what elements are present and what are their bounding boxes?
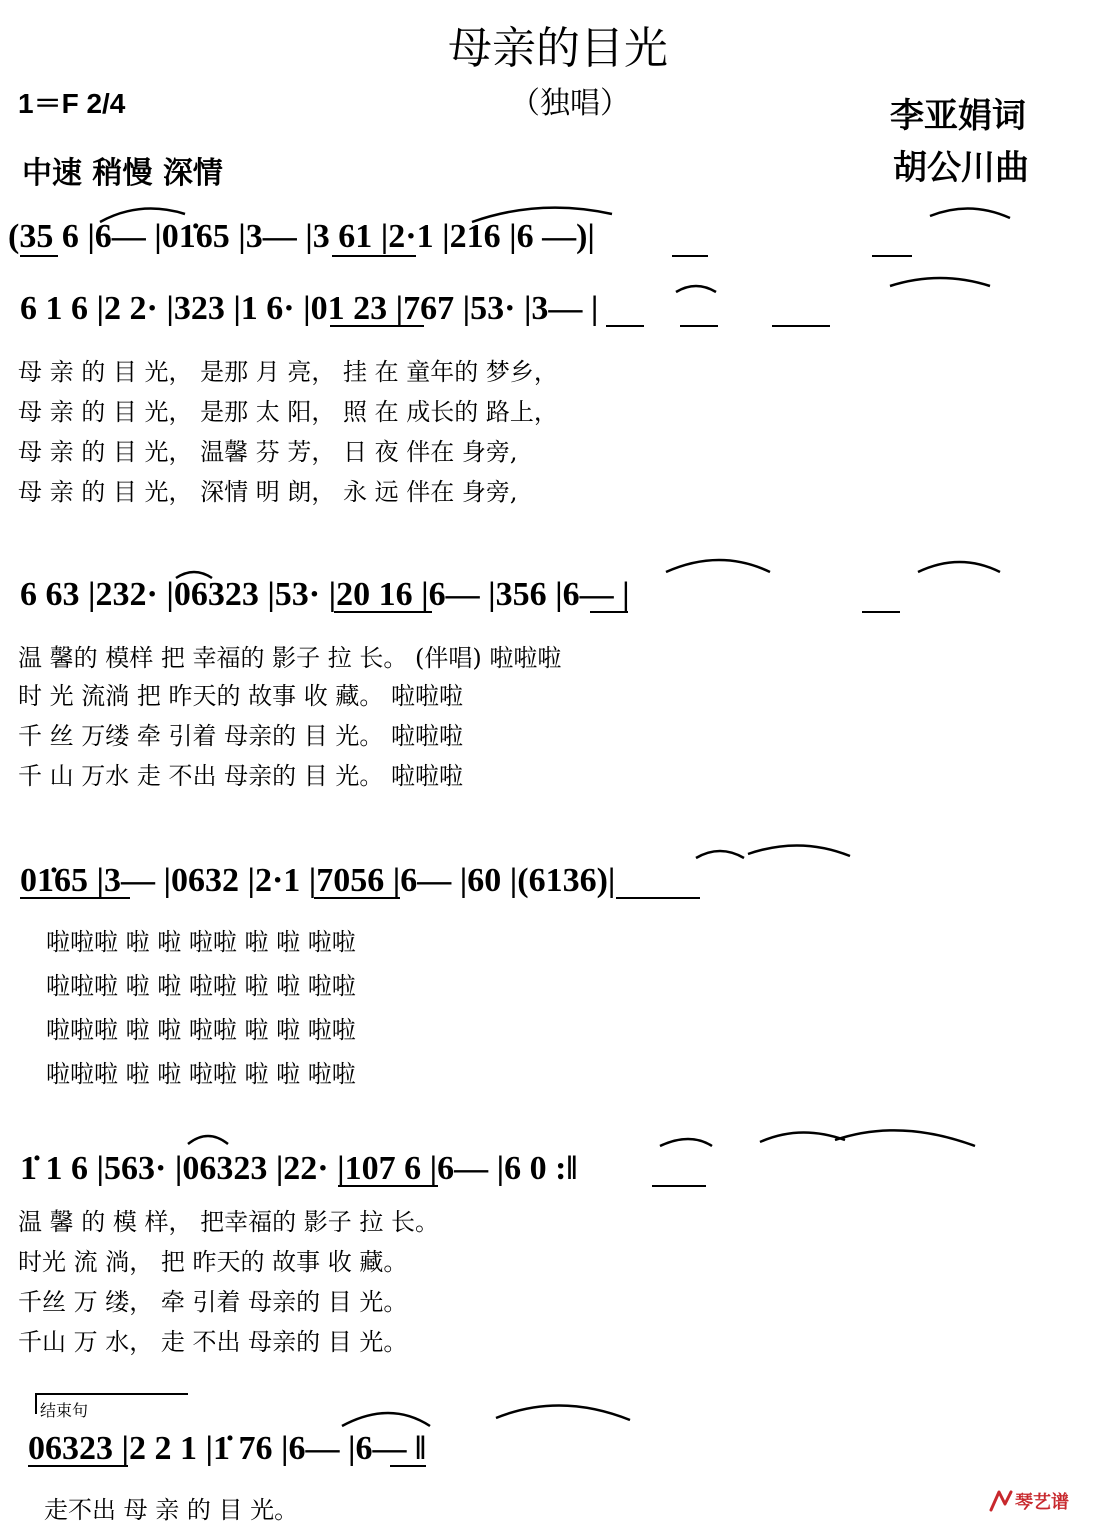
lyric-verse-1: 温 馨 的 模 样， 把幸福的 影子 拉 长。	[18, 1208, 440, 1236]
lyric-verse-3: 母 亲 的 目 光， 温馨 芬 芳， 日 夜 伴在 身旁,	[18, 438, 518, 466]
notation-line-6: 06323 |2 2 1 |1̇ 76 |6— |6— ‖	[28, 1430, 426, 1467]
slur-arc	[660, 1139, 712, 1146]
slur-arc	[918, 562, 1000, 572]
lyric-verse-4: 母 亲 的 目 光， 深情 明 朗， 永 远 伴在 身旁,	[18, 478, 518, 506]
slur-arc	[696, 851, 744, 858]
lyric-verse-2: 啦啦啦 啦 啦 啦啦 啦 啦 啦啦	[46, 972, 356, 1000]
slur-arc	[666, 560, 770, 572]
slur-arc	[100, 209, 185, 222]
slur-arc	[342, 1413, 430, 1426]
slur-arc	[176, 572, 212, 578]
lyric-verse-4: 千 山 万水 走 不出 母亲的 目 光。 啦啦啦	[18, 762, 464, 790]
key-signature: 1＝F 2/4	[18, 88, 126, 119]
logo-icon	[985, 1484, 1095, 1518]
lyric-verse-2: 时光 流 淌， 把 昨天的 故事 收 藏。	[18, 1248, 408, 1276]
slur-arc	[760, 1132, 845, 1142]
lyric-verse-3: 千丝 万 缕， 牵 引着 母亲的 目 光。	[18, 1288, 408, 1316]
song-subtitle: （独唱）	[510, 86, 630, 121]
slur-arc	[188, 1136, 228, 1144]
notation-line-2: 6 1 6 |2 2· |323 |1 6· |01 23 |767 |53· |3— |	[20, 290, 599, 327]
slur-arc	[472, 208, 612, 222]
slur-arc	[930, 208, 1010, 218]
notation-line-5: 1̇ 1 6 |563· |06323 |22· |107 6 |6— |6 0 :‖	[20, 1150, 578, 1187]
lyric-verse-2: 母 亲 的 目 光， 是那 太 阳， 照 在 成长的 路上，	[18, 398, 558, 426]
lyric-verse-3: 千 丝 万缕 牵 引着 母亲的 目 光。 啦啦啦	[18, 722, 464, 750]
composer-credit: 胡公川曲	[893, 148, 1029, 188]
slur-arc	[748, 845, 850, 856]
slur-arc	[835, 1130, 975, 1146]
ending-label: 结束句	[40, 1401, 89, 1420]
svg-text:琴艺谱: 琴艺谱	[1015, 1492, 1069, 1513]
lyric-verse-1: 母 亲 的 目 光， 是那 月 亮， 挂 在 童年的 梦乡，	[18, 358, 558, 386]
notation-line-1: (35 6 |6— |01̇65 |3— |3 61 |2·1 |216 |6 —)|	[8, 218, 595, 255]
lyric-ending: 走不出 母 亲 的 目 光。	[44, 1496, 299, 1524]
slur-arc	[676, 286, 716, 292]
tempo-marking: 中速 稍慢 深情	[22, 156, 223, 191]
lyric-verse-4: 啦啦啦 啦 啦 啦啦 啦 啦 啦啦	[46, 1060, 356, 1088]
song-title: 母亲的目光	[448, 23, 668, 74]
lyric-verse-2: 时 光 流淌 把 昨天的 故事 收 藏。 啦啦啦	[18, 682, 464, 710]
notation-line-3: 6 63 |232· |06323 |53· |20 16 |6— |356 |6— |	[20, 576, 630, 613]
slur-arc	[890, 278, 990, 286]
lyric-verse-1: 啦啦啦 啦 啦 啦啦 啦 啦 啦啦	[46, 928, 356, 956]
ending-bracket	[36, 1394, 188, 1414]
lyric-verse-1: 温 馨的 模样 把 幸福的 影子 拉 长。 (伴唱) 啦啦啦	[18, 644, 562, 672]
lyric-verse-3: 啦啦啦 啦 啦 啦啦 啦 啦 啦啦	[46, 1016, 356, 1044]
notation-line-4: 01̇65 |3— |0632 |2·1 |7056 |6— |60 |(6136)|	[20, 862, 616, 899]
lyricist-credit: 李亚娟词	[890, 96, 1026, 136]
lyric-verse-4: 千山 万 水， 走 不出 母亲的 目 光。	[18, 1328, 408, 1356]
watermark-logo	[985, 1484, 1095, 1518]
slur-arc	[496, 1405, 630, 1420]
